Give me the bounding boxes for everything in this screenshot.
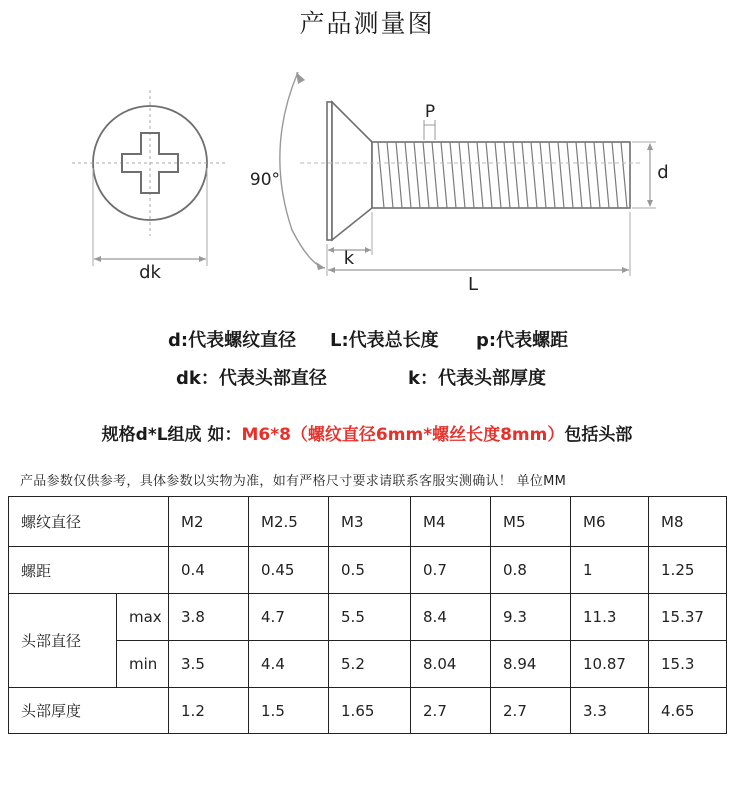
row-label-head-dia: 头部直径 (9, 594, 117, 688)
table-cell: 10.87 (571, 641, 649, 688)
table-cell: 8.4 (411, 594, 491, 641)
table-cell: 4.7 (249, 594, 329, 641)
table-cell: 1.2 (169, 688, 249, 734)
table-cell: 4.65 (649, 688, 727, 734)
table-cell: 8.94 (491, 641, 571, 688)
legend-dk: dk：代表头部直径 (176, 368, 327, 389)
table-row-head-min (9, 641, 727, 688)
table-row-head-max (9, 594, 727, 641)
table-cell: 9.3 (491, 594, 571, 641)
pitch-label: P (424, 102, 436, 122)
spec-line (0, 420, 734, 445)
table-cell: 3.5 (169, 641, 249, 688)
table-cell: 15.3 (649, 641, 727, 688)
max-label: max (117, 594, 169, 641)
table-cell: 8.04 (411, 641, 491, 688)
d-label: d (657, 162, 669, 183)
table-cell: 1.5 (249, 688, 329, 734)
spec-table (8, 496, 727, 734)
table-cell: 15.37 (649, 594, 727, 641)
table-cell: M8 (649, 497, 727, 547)
screw-side-view (280, 72, 656, 276)
table-row-head-thk (9, 688, 727, 734)
disclaimer-note: 产品参数仅供参考，具体参数以实物为准，如有严格尺寸要求请联系客服实测确认！ 单位MM (20, 474, 567, 489)
table-cell: 1.25 (649, 547, 727, 594)
spec-suffix: 包括头部 (564, 425, 633, 445)
dk-label: dk (139, 262, 161, 283)
table-cell: M3 (329, 497, 411, 547)
row-label-head-thk: 头部厚度 (9, 688, 169, 734)
table-cell: M5 (491, 497, 571, 547)
table-cell: 2.7 (491, 688, 571, 734)
table-cell: M4 (411, 497, 491, 547)
table-row-thread (9, 497, 727, 547)
table-cell: M6 (571, 497, 649, 547)
table-row-pitch (9, 547, 727, 594)
table-cell: 1 (571, 547, 649, 594)
table-cell: 0.8 (491, 547, 571, 594)
spec-example: M6*8（螺纹直径6mm*螺丝长度8mm） (241, 425, 565, 445)
min-label: min (117, 641, 169, 688)
table-cell: 3.8 (169, 594, 249, 641)
table-cell: 4.4 (249, 641, 329, 688)
page-title: 产品测量图 (299, 9, 435, 38)
legend-d: d:代表螺纹直径 (168, 330, 297, 351)
table-cell: 5.5 (329, 594, 411, 641)
legend-p: p:代表螺距 (476, 330, 569, 351)
table-cell: 3.3 (571, 688, 649, 734)
k-label: k (343, 248, 355, 269)
table-cell: 0.4 (169, 547, 249, 594)
legend-k: k：代表头部厚度 (408, 368, 546, 389)
table-cell: 5.2 (329, 641, 411, 688)
row-label-thread: 螺纹直径 (9, 497, 169, 547)
screw-measurement-diagram (0, 50, 734, 300)
spec-prefix: 规格d*L组成 如： (101, 425, 242, 445)
table-cell: M2.5 (249, 497, 329, 547)
row-label-pitch: 螺距 (9, 547, 169, 594)
angle-label: 90° (249, 170, 281, 190)
table-cell: 2.7 (411, 688, 491, 734)
head-top-view (72, 90, 228, 266)
legend-L: L:代表总长度 (330, 330, 439, 351)
table-cell: 0.45 (249, 547, 329, 594)
table-cell: 0.5 (329, 547, 411, 594)
table-cell: 1.65 (329, 688, 411, 734)
table-cell: 0.7 (411, 547, 491, 594)
table-cell: 11.3 (571, 594, 649, 641)
L-label: L (467, 274, 479, 295)
table-cell: M2 (169, 497, 249, 547)
